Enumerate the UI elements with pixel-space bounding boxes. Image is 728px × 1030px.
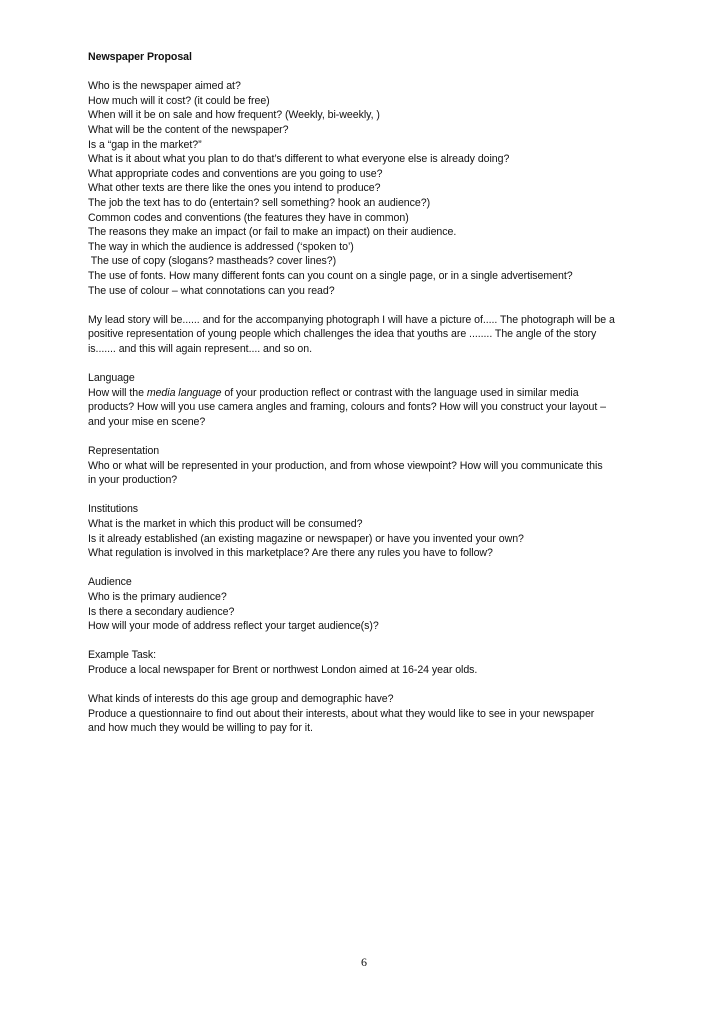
paragraph-line: Who or what will be represented in your production, and from whose viewpoint? How will you communicate this bbox=[88, 459, 603, 472]
paragraph-line: What regulation is involved in this marketplace? Are there any rules you have to follow? bbox=[88, 547, 493, 560]
spacer bbox=[88, 678, 688, 693]
paragraph-line: and how much they would be willing to pay for it. bbox=[88, 722, 313, 735]
emphasis-text: media language bbox=[146, 386, 222, 399]
paragraph-line: in your production? bbox=[88, 474, 178, 487]
spacer bbox=[88, 561, 688, 576]
question-line: The way in which the audience is addressed (‘spoken to’) bbox=[88, 240, 354, 253]
language-section bbox=[88, 371, 688, 429]
paragraph-line: Is it already established (an existing magazine or newspaper) or have you invented your own? bbox=[88, 532, 524, 545]
question-list bbox=[88, 79, 688, 298]
question-line: Who is the newspaper aimed at? bbox=[88, 80, 241, 93]
question-line: What other texts are there like the ones you intend to produce? bbox=[88, 182, 381, 195]
question-line: What is it about what you plan to do that’s different to what everyone else is already doing? bbox=[88, 153, 510, 166]
question-line: When will it be on sale and how frequent? (Weekly, bi-weekly, ) bbox=[88, 109, 380, 122]
question-line: Common codes and conventions (the features they have in common) bbox=[88, 211, 409, 224]
paragraph-line: and your mise en scene? bbox=[88, 415, 206, 428]
question-line: The reasons they make an impact (or fail to make an impact) on their audience. bbox=[88, 226, 457, 239]
paragraph-line: Produce a local newspaper for Brent or northwest London aimed at 16-24 year olds. bbox=[88, 663, 478, 676]
section-heading: Institutions bbox=[88, 503, 139, 516]
paragraph-line: is....... and this will again represent.... and so on. bbox=[88, 342, 313, 355]
question-line: What appropriate codes and conventions are you going to use? bbox=[88, 167, 383, 180]
section-heading: Audience bbox=[88, 576, 132, 589]
paragraph-line: products? How will you use camera angles and framing, colours and fonts? How will you construct your layout – bbox=[88, 401, 607, 414]
section-heading: Representation bbox=[88, 445, 160, 458]
lead-story-paragraph bbox=[88, 313, 688, 357]
audience-section bbox=[88, 575, 688, 633]
section-heading: Language bbox=[88, 372, 135, 385]
paragraph-line: What is the market in which this product will be consumed? bbox=[88, 518, 363, 530]
spacer bbox=[88, 634, 688, 649]
paragraph-line: What kinds of interests do this age group and demographic have? bbox=[88, 693, 394, 706]
page-number: 6 bbox=[361, 955, 367, 969]
question-line: What will be the content of the newspaper? bbox=[88, 123, 289, 136]
spacer bbox=[88, 298, 688, 313]
paragraph-line: Who is the primary audience? bbox=[88, 590, 227, 603]
paragraph-line: Is there a secondary audience? bbox=[88, 605, 235, 618]
text-run: How will the bbox=[88, 386, 147, 399]
question-line: The use of copy (slogans? mastheads? cover lines?) bbox=[88, 255, 337, 268]
document-title: Newspaper Proposal bbox=[88, 51, 192, 63]
document-page bbox=[88, 50, 688, 736]
spacer bbox=[88, 65, 688, 80]
spacer bbox=[88, 488, 688, 503]
question-line: Is a “gap in the market?” bbox=[88, 138, 202, 151]
institutions-section bbox=[88, 502, 688, 560]
paragraph-line: How will your mode of address reflect your target audience(s)? bbox=[88, 620, 379, 633]
spacer bbox=[88, 429, 688, 444]
paragraph-line: Produce a questionnaire to find out about their interests, about what they would like to see in your newspaper bbox=[88, 707, 595, 720]
representation-section bbox=[88, 444, 688, 488]
section-heading: Example Task: bbox=[88, 649, 157, 662]
example-task-section bbox=[88, 648, 688, 677]
paragraph-line: My lead story will be...... and for the accompanying photograph I will have a picture of..... The photograph will be a bbox=[88, 313, 615, 326]
question-line: The use of colour – what connotations can you read? bbox=[88, 284, 335, 297]
question-line: How much will it cost? (it could be free) bbox=[88, 94, 270, 107]
paragraph-line bbox=[88, 386, 688, 401]
interests-section bbox=[88, 692, 688, 736]
question-line: The job the text has to do (entertain? sell something? hook an audience?) bbox=[88, 196, 431, 209]
question-line: The use of fonts. How many different fonts can you count on a single page, or in a single advertisement? bbox=[88, 269, 573, 282]
text-run: of your production reflect or contrast with the language used in similar media bbox=[221, 386, 579, 399]
paragraph-line: positive representation of young people which challenges the idea that youths are ........ The angle of the story bbox=[88, 328, 597, 341]
spacer bbox=[88, 356, 688, 371]
